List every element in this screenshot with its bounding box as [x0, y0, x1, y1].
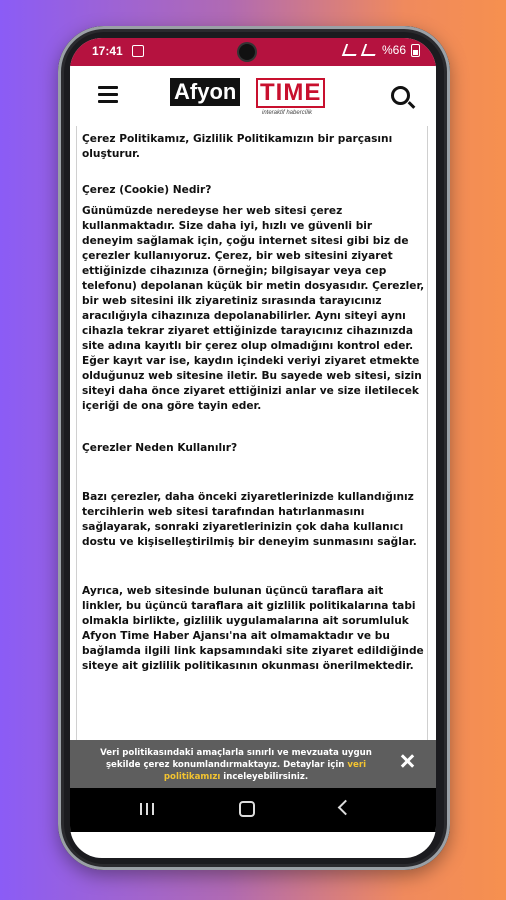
home-button[interactable]: [239, 801, 255, 817]
wifi-icon: [342, 44, 360, 56]
logo-time: TIME: [256, 78, 325, 108]
cookie-text-before: Veri politikasındaki amaçlarla sınırlı ve mevzuata uygun şekilde çerez konumlandırmaktayız. Detaylar için: [100, 748, 372, 770]
heading-why-cookies: Çerezler Neden Kullanılır?: [82, 442, 238, 454]
phone-screen: [70, 38, 436, 858]
site-header: [70, 66, 436, 126]
paragraph-why-cookies: Bazı çerezler, daha önceki ziyaretlerinizde kullandığınız tercihlerin web sitesi tarafından hatırlanmasını sağlayarak, sonraki ziyaretlerinizin çok daha kullanıcı dostu ve kişiselleştirilmiş bir deneyim sunmasını sağlar.: [82, 491, 417, 548]
logo-afyon: Afyon: [170, 78, 240, 106]
logo-tagline: interaktif habercílik: [262, 110, 313, 116]
article-text: [82, 132, 425, 674]
paragraph-intro: Çerez Politikamız, Gizlilik Politikamızın bir parçasını oluşturur.: [82, 133, 393, 160]
cookie-message: [86, 747, 386, 783]
paragraph-cookie-what: Günümüzde neredeyse her web sitesi çerez kullanmaktadır. Size daha iyi, hızlı ve güvenli bir deneyim sağlamak için, çoğu internet sitesi gibi biz de çerezler kullanıyoruz. Çerez, bir web sitesini ziyaret ettiğinizde cihazınıza (örneğin; bilgisayar veya cep telefonu) depolanan küçük bir metin dosyasıdır. Çerezler, bir web sitesini ilk ziyaretiniz sırasında tarayıcınız aracılığıyla cihazınıza depolanabilirler. Aynı siteyi aynı cihazla tekrar ziyaret ettiğinizde tarayıcınız cihazınızda site adına kayıtlı bir çerez olup olmadığını kontrol eder. Eğer kayıt var ise, kaydın içindeki veriyi ziyaret etmekte olduğunuz web sitesine iletir. Bu sayede web sitesi, sizin siteyi daha önce ziyaret ettiğinizi anlar ve size iletilecek içeriği de ona göre tayin eder.: [82, 205, 425, 412]
cookie-banner: [70, 740, 436, 788]
recents-button[interactable]: [140, 803, 154, 815]
signal-icon: [361, 44, 379, 56]
cast-icon: [132, 45, 144, 57]
battery-icon: [411, 44, 420, 57]
data-policy-link[interactable]: veri politikamızı: [163, 760, 367, 782]
back-button[interactable]: [338, 800, 354, 816]
status-bar: [70, 38, 436, 66]
battery-percent: %66: [381, 43, 406, 57]
front-camera: [239, 44, 255, 60]
close-icon[interactable]: [400, 754, 414, 768]
paragraph-third-party: Ayrıca, web sitesinde bulunan üçüncü taraflara ait linkler, bu üçüncü taraflara ait gizlilik politikalarına tabi olmakla birlikte, gizlilik uygulamalarına ait sorumluluk Afyon Time Haber Ajansı'na ait olmamaktadır ve bu bağlamda ilgili link kapsamındaki site ziyaret edildiğinde siteye ait gizlilik politikasının okunması önerilmektedir.: [82, 585, 424, 672]
menu-icon[interactable]: [98, 86, 118, 102]
android-nav-bar: [70, 788, 436, 832]
article-content: [70, 126, 436, 746]
heading-cookie-what: Çerez (Cookie) Nedir?: [82, 184, 212, 196]
site-logo[interactable]: [170, 76, 340, 118]
status-time: 17:41: [92, 44, 123, 58]
search-icon[interactable]: [391, 86, 410, 105]
status-right: [344, 43, 420, 57]
cookie-text-after: inceleyebilirsiniz.: [220, 772, 309, 782]
